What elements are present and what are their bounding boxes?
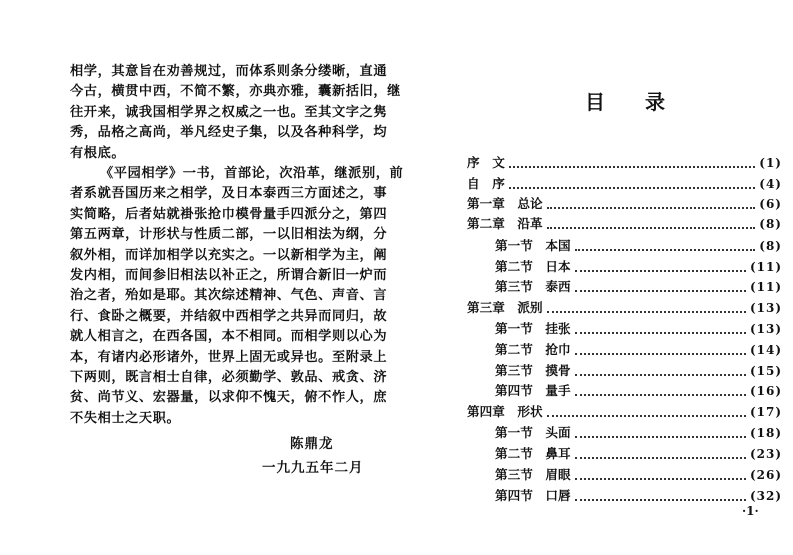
toc-page-number: (13) bbox=[749, 322, 782, 336]
dot-leader bbox=[575, 457, 746, 459]
toc-page-number: (8) bbox=[759, 239, 782, 253]
preface-line: 叙外相，而详加相学以充实之。一以新相学为主，阐 bbox=[70, 247, 388, 263]
toc-entry-label: 自 序 bbox=[467, 176, 505, 191]
preface-line: 就人相言之，在西各国，本不相同。而相学则以心为 bbox=[70, 329, 388, 345]
dot-leader bbox=[575, 353, 746, 355]
toc-chapter-row[interactable] bbox=[467, 173, 782, 193]
toc-heading: 目录 bbox=[585, 90, 705, 114]
toc-entry-label: 序 文 bbox=[467, 155, 505, 170]
preface-line: 实简略，后者姑就褂张抢巾模骨量手四派分之，第四 bbox=[70, 206, 388, 222]
dot-leader bbox=[547, 311, 746, 313]
dot-leader bbox=[547, 227, 756, 229]
dot-leader bbox=[575, 290, 746, 292]
toc-entry-label: 第二章 沿革 bbox=[467, 216, 543, 231]
dot-leader bbox=[547, 415, 746, 417]
toc-chapter-row[interactable] bbox=[467, 152, 782, 172]
toc-section-row[interactable] bbox=[495, 485, 782, 505]
preface-line: 者系就吾国历来之相学，及日本泰西三方面述之，事 bbox=[70, 186, 388, 202]
toc-entry-label: 第一节 本国 bbox=[495, 238, 571, 253]
dot-leader bbox=[575, 332, 746, 334]
preface-line: 今古，横贯中西，不简不繁，亦典亦雅，囊新括旧，继 bbox=[70, 84, 401, 100]
toc-page-number: (26) bbox=[749, 468, 782, 482]
dot-leader bbox=[509, 187, 756, 189]
toc-chapter-row[interactable] bbox=[467, 193, 782, 213]
preface-line: 行、食卧之概要，并结叙中西相学之共异而同归，故 bbox=[70, 308, 388, 324]
toc-page-number: (11) bbox=[749, 260, 782, 274]
toc-section-row[interactable] bbox=[495, 422, 782, 442]
dot-leader bbox=[509, 166, 756, 168]
dot-leader bbox=[575, 374, 746, 376]
preface-line: 治之者，殆如是耶。其次综述精神、气色、声音、言 bbox=[70, 288, 388, 304]
toc-entry-label: 第四节 口唇 bbox=[495, 488, 571, 503]
preface-line: 秀，品格之高尚，举凡经史子集，以及各种科学，均 bbox=[70, 125, 388, 141]
preface-line: 有根底。 bbox=[70, 145, 126, 161]
dot-leader bbox=[575, 499, 746, 501]
toc-section-row[interactable] bbox=[495, 318, 782, 338]
toc-entry-label: 第二节 抢巾 bbox=[495, 342, 571, 357]
toc-chapter-row[interactable] bbox=[467, 213, 782, 233]
toc-page-number: (8) bbox=[759, 217, 782, 231]
page-number: ·1· bbox=[742, 504, 759, 518]
toc-page-number: (1) bbox=[759, 156, 782, 170]
toc-section-row[interactable] bbox=[495, 276, 782, 296]
toc-entry-label: 第一节 挂张 bbox=[495, 321, 571, 336]
toc-page-number: (15) bbox=[749, 364, 782, 378]
dot-leader bbox=[575, 270, 746, 272]
toc-page-number: (11) bbox=[749, 280, 782, 294]
toc-page-right bbox=[420, 0, 793, 555]
toc-section-row[interactable] bbox=[495, 235, 782, 255]
toc-page-number: (4) bbox=[759, 177, 782, 191]
author-signature: 陈鼎龙 bbox=[290, 436, 334, 452]
toc-page-number: (13) bbox=[749, 301, 782, 315]
preface-line: 本，有诸内必形诸外，世界上固无或异也。至附录上 bbox=[70, 349, 388, 365]
toc-entry-label: 第二节 鼻耳 bbox=[495, 446, 571, 461]
toc-chapter-row[interactable] bbox=[467, 297, 782, 317]
dot-leader bbox=[575, 436, 746, 438]
toc-page-number: (32) bbox=[749, 489, 782, 503]
toc-section-row[interactable] bbox=[495, 256, 782, 276]
preface-line: 不失相士之天职。 bbox=[70, 410, 181, 426]
toc-page-number: (17) bbox=[749, 405, 782, 419]
toc-page-number: (18) bbox=[749, 426, 782, 440]
toc-chapter-row[interactable] bbox=[467, 401, 782, 421]
preface-line: 往开来，诚我国相学界之权威之一也。至其文字之隽 bbox=[70, 104, 388, 120]
toc-page-number: (6) bbox=[759, 197, 782, 211]
preface-line: 下两则，既言相士自律，必须勤学、敦品、戒贪、济 bbox=[70, 370, 388, 385]
toc-section-row[interactable] bbox=[495, 380, 782, 400]
toc-section-row[interactable] bbox=[495, 339, 782, 359]
toc-section-row[interactable] bbox=[495, 464, 782, 484]
toc-entry-label: 第二节 日本 bbox=[495, 259, 571, 274]
preface-line: 第五两章，计形状与性质二部，一以旧相法为纲，分 bbox=[70, 227, 388, 243]
preface-line: 贫、尚节义、宏器量，以求仰不愧天，俯不怍人，庶 bbox=[70, 390, 388, 406]
signature-date: 一九九五年二月 bbox=[262, 460, 364, 476]
preface-line: 相学，其意旨在劝善规过，而体系则条分缕晰，直通 bbox=[70, 64, 388, 79]
toc-entry-label: 第四节 量手 bbox=[495, 383, 571, 398]
toc-page-number: (14) bbox=[749, 343, 782, 357]
toc-entry-label: 第三节 摸骨 bbox=[495, 363, 571, 378]
toc-entry-label: 第一节 头面 bbox=[495, 425, 571, 440]
dot-leader bbox=[575, 478, 746, 480]
dot-leader bbox=[575, 394, 746, 396]
toc-entry-label: 第三节 泰西 bbox=[495, 279, 571, 294]
toc-section-row[interactable] bbox=[495, 360, 782, 380]
toc-entry-label: 第三节 眉眼 bbox=[495, 467, 571, 482]
preface-line: 发内相，而间参旧相法以补正之，所谓合新旧一炉而 bbox=[70, 268, 388, 283]
toc-section-row[interactable] bbox=[495, 443, 782, 463]
toc-page-number: (16) bbox=[749, 384, 782, 398]
toc-entry-label: 第一章 总论 bbox=[467, 196, 543, 211]
preface-line: 《平园相学》一书，首部论，次沿革，继派别，前 bbox=[100, 166, 404, 181]
toc-page-number: (23) bbox=[749, 447, 782, 461]
dot-leader bbox=[547, 207, 756, 209]
toc-entry-label: 第三章 派别 bbox=[467, 300, 543, 315]
dot-leader bbox=[575, 249, 756, 251]
toc-entry-label: 第四章 形状 bbox=[467, 404, 543, 419]
